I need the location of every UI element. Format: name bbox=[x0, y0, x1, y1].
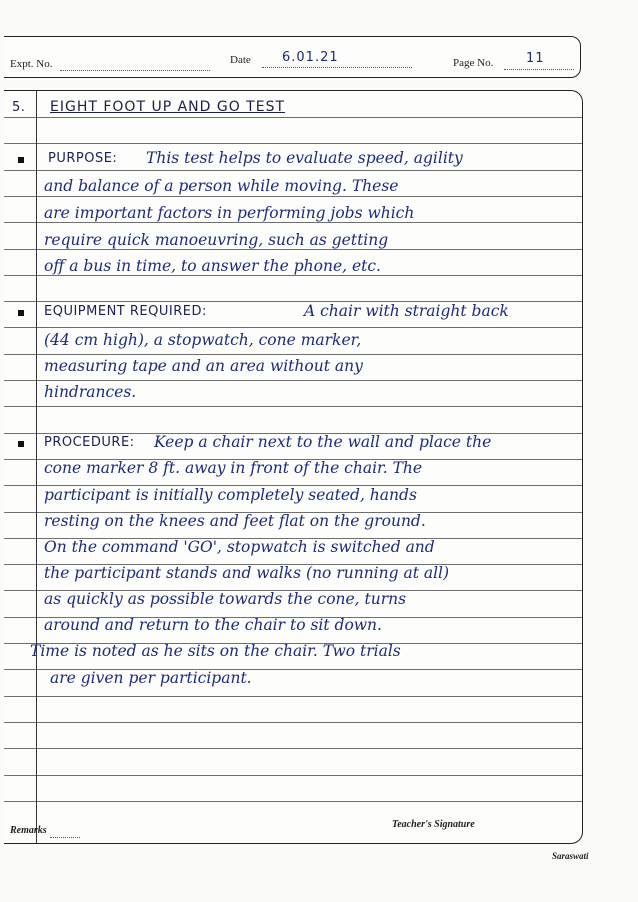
date-dots bbox=[262, 67, 412, 68]
page-no-value: 11 bbox=[526, 51, 545, 66]
entry-number: 5. bbox=[12, 100, 26, 115]
purpose-line: This test helps to evaluate speed, agility bbox=[146, 149, 463, 167]
procedure-line: participant is initially completely seated, hands bbox=[44, 486, 417, 504]
ruled-line bbox=[4, 117, 582, 118]
procedure-line: cone marker 8 ft. away in front of the chair. The bbox=[44, 459, 423, 477]
ruled-line bbox=[4, 748, 582, 749]
procedure-line: Keep a chair next to the wall and place the bbox=[154, 433, 492, 451]
procedure-heading: PROCEDURE: bbox=[44, 435, 135, 450]
purpose-heading: PURPOSE: bbox=[48, 151, 118, 166]
expt-no-label: Expt. No. bbox=[10, 58, 53, 70]
ruled-line bbox=[4, 222, 582, 223]
procedure-line: the participant stands and walks (no running at all) bbox=[44, 564, 450, 582]
procedure-line: resting on the knees and feet flat on the ground. bbox=[44, 512, 426, 530]
equipment-bullet bbox=[18, 310, 24, 316]
purpose-line: require quick manoeuvring, such as getting bbox=[44, 231, 389, 249]
ruled-line bbox=[4, 406, 582, 407]
purpose-line: and balance of a person while moving. These bbox=[44, 177, 399, 195]
entry-title: EIGHT FOOT UP AND GO TEST bbox=[50, 99, 286, 115]
procedure-bullet bbox=[18, 441, 24, 447]
ruled-line bbox=[4, 722, 582, 723]
ruled-line bbox=[4, 354, 582, 355]
ruled-line bbox=[4, 327, 582, 328]
equipment-line: hindrances. bbox=[44, 383, 137, 401]
procedure-line: On the command 'GO', stopwatch is switched and bbox=[44, 538, 435, 556]
expt-no-dots bbox=[60, 70, 210, 71]
margin-line bbox=[36, 91, 37, 843]
procedure-line: Time is noted as he sits on the chair. Two trials bbox=[30, 642, 401, 660]
procedure-line: as quickly as possible towards the cone, turns bbox=[44, 590, 407, 608]
equipment-line: measuring tape and an area without any bbox=[44, 357, 363, 375]
procedure-line: are given per participant. bbox=[50, 669, 252, 687]
equipment-line: A chair with straight back bbox=[304, 302, 509, 320]
procedure-line: around and return to the chair to sit down. bbox=[44, 616, 382, 634]
ruled-sheet bbox=[4, 90, 583, 844]
page-no-dots bbox=[504, 69, 574, 70]
purpose-bullet bbox=[18, 157, 24, 163]
date-label: Date bbox=[230, 54, 251, 66]
equipment-line: (44 cm high), a stopwatch, cone marker, bbox=[44, 331, 362, 349]
brand-logo: Saraswati bbox=[552, 851, 589, 861]
purpose-line: are important factors in performing jobs which bbox=[44, 204, 415, 222]
ruled-line bbox=[4, 380, 582, 381]
ruled-line bbox=[4, 696, 582, 697]
ruled-line bbox=[4, 801, 582, 802]
ruled-line bbox=[4, 775, 582, 776]
ruled-line bbox=[4, 143, 582, 144]
purpose-line: off a bus in time, to answer the phone, etc. bbox=[44, 257, 381, 275]
date-value: 6.01.21 bbox=[282, 50, 339, 65]
teacher-signature-label: Teacher's Signature bbox=[392, 819, 475, 830]
equipment-heading: EQUIPMENT REQUIRED: bbox=[44, 304, 207, 319]
ruled-line bbox=[4, 170, 582, 171]
remarks-dots bbox=[50, 837, 80, 838]
page-header bbox=[4, 36, 581, 78]
page-no-label: Page No. bbox=[453, 57, 494, 69]
remarks-label: Remarks bbox=[10, 825, 47, 836]
ruled-line bbox=[4, 196, 582, 197]
